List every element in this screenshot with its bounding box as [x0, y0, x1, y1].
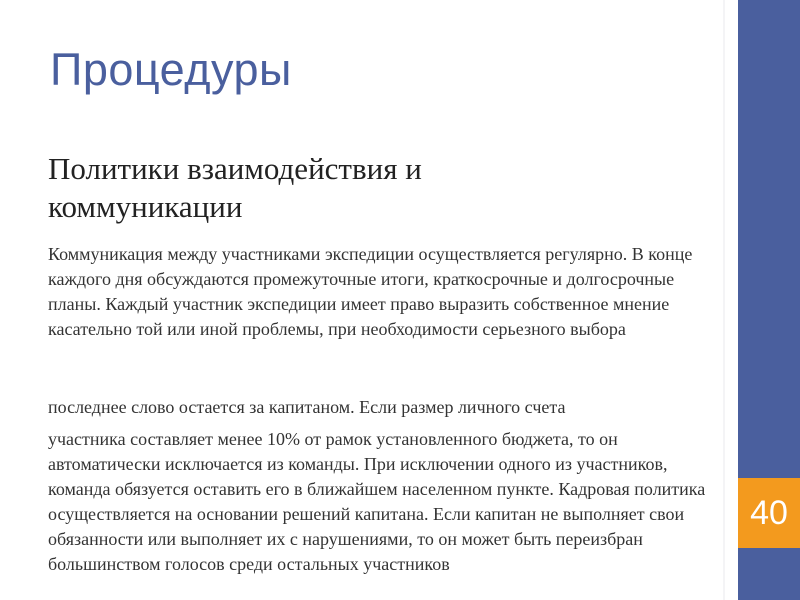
page-number: 40 [750, 493, 788, 532]
slide-subtitle: Политики взаимодействия и коммуникации [48, 151, 422, 224]
page-number-badge [738, 478, 800, 548]
body-paragraph-1: Коммуникация между участниками экспедиции осуществляется регулярно. В конце каждого дня обсуждаются промежуточные итоги, краткосрочные и долгосрочные планы. Каждый участник экспедиции имеет право выразить собственное мнение касательно той или иной проблемы, при необходимости серьезного выбора [48, 244, 693, 339]
decorative-stripe [723, 0, 725, 600]
body-paragraph-2: последнее слово остается за капитаном. Если размер личного счета [48, 397, 566, 417]
body-paragraph-3: участника составляет менее 10% от рамок установленного бюджета, то он автоматически исключается из команды. При исключении одного из участников, команда обязуется оставить его в ближайшем населенном пункте. Кадровая политика осуществляется на основании решений капитана. Если капитан не выполняет свои обязанности или выполняет их с нарушениями, то он может быть переизбран большинством голосов среди остальных участников [48, 429, 706, 574]
slide-title: Процедуры [50, 44, 292, 95]
